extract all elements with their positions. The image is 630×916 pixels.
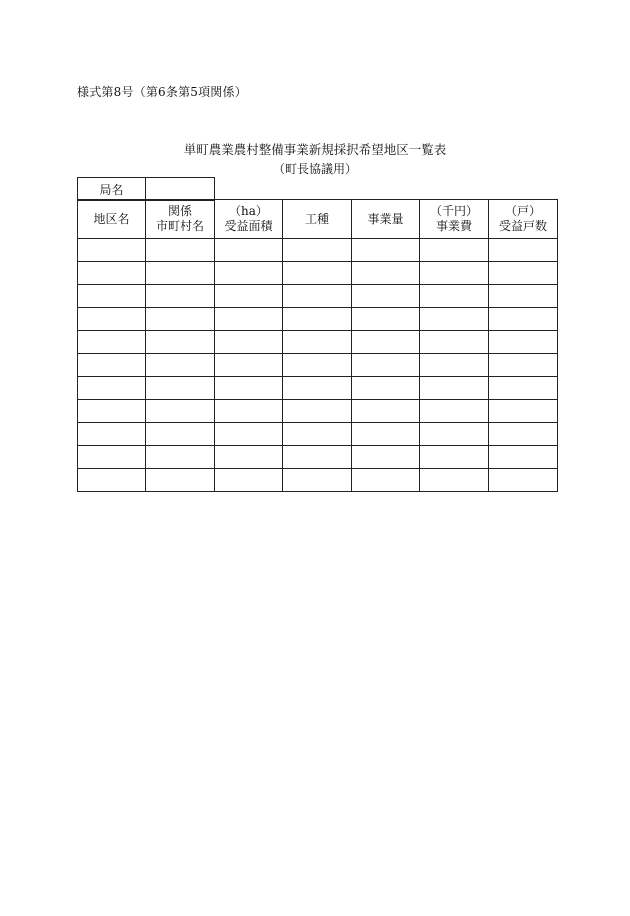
cell-district[interactable] <box>78 400 146 423</box>
cell-work-type[interactable] <box>283 285 352 308</box>
bureau-table <box>77 177 215 201</box>
cell-district[interactable] <box>78 308 146 331</box>
table-row <box>78 331 558 354</box>
cell-municipality[interactable] <box>146 446 215 469</box>
cell-quantity[interactable] <box>352 308 420 331</box>
cell-municipality[interactable] <box>146 423 215 446</box>
table-row <box>78 354 558 377</box>
cell-municipality[interactable] <box>146 354 215 377</box>
cell-municipality[interactable] <box>146 262 215 285</box>
cell-area[interactable] <box>215 423 283 446</box>
cell-district[interactable] <box>78 469 146 492</box>
cell-municipality[interactable] <box>146 377 215 400</box>
cell-area[interactable] <box>215 469 283 492</box>
cell-households[interactable] <box>489 469 558 492</box>
cell-area[interactable] <box>215 400 283 423</box>
cell-work-type[interactable] <box>283 308 352 331</box>
table-row <box>78 423 558 446</box>
column-header-households: （戸） 受益戸数 <box>489 200 558 239</box>
cell-district[interactable] <box>78 262 146 285</box>
cell-households[interactable] <box>489 262 558 285</box>
cell-work-type[interactable] <box>283 423 352 446</box>
cell-area[interactable] <box>215 262 283 285</box>
cell-cost[interactable] <box>420 400 489 423</box>
cell-quantity[interactable] <box>352 285 420 308</box>
column-header-quantity: 事業量 <box>352 200 420 239</box>
cell-work-type[interactable] <box>283 377 352 400</box>
column-header-area: （ha） 受益面積 <box>215 200 283 239</box>
cell-households[interactable] <box>489 285 558 308</box>
cell-households[interactable] <box>489 446 558 469</box>
cell-cost[interactable] <box>420 377 489 400</box>
cell-municipality[interactable] <box>146 400 215 423</box>
cell-work-type[interactable] <box>283 400 352 423</box>
bureau-value[interactable] <box>146 178 215 201</box>
cell-quantity[interactable] <box>352 469 420 492</box>
cell-work-type[interactable] <box>283 331 352 354</box>
page-subtitle: （町長協議用） <box>272 162 357 176</box>
cell-cost[interactable] <box>420 308 489 331</box>
cell-households[interactable] <box>489 308 558 331</box>
cell-area[interactable] <box>215 377 283 400</box>
cell-cost[interactable] <box>420 285 489 308</box>
cell-quantity[interactable] <box>352 377 420 400</box>
cell-district[interactable] <box>78 446 146 469</box>
cell-work-type[interactable] <box>283 262 352 285</box>
cell-work-type[interactable] <box>283 239 352 262</box>
table-row <box>78 308 558 331</box>
district-table <box>77 199 558 492</box>
table-row <box>78 285 558 308</box>
bureau-label: 局名 <box>78 178 146 201</box>
cell-cost[interactable] <box>420 423 489 446</box>
cell-district[interactable] <box>78 285 146 308</box>
table-row <box>78 377 558 400</box>
cell-district[interactable] <box>78 354 146 377</box>
column-header-cost: （千円） 事業費 <box>420 200 489 239</box>
cell-district[interactable] <box>78 423 146 446</box>
cell-work-type[interactable] <box>283 446 352 469</box>
cell-cost[interactable] <box>420 354 489 377</box>
column-header-municipality: 関係 市町村名 <box>146 200 215 239</box>
cell-households[interactable] <box>489 400 558 423</box>
cell-cost[interactable] <box>420 262 489 285</box>
page-title: 単町農業農村整備事業新規採択希望地区一覧表 <box>183 142 447 157</box>
column-header-work-type: 工種 <box>283 200 352 239</box>
table-row <box>78 446 558 469</box>
cell-cost[interactable] <box>420 239 489 262</box>
table-row <box>78 469 558 492</box>
form-number: 様式第8号（第6条第5項関係） <box>77 85 247 99</box>
cell-quantity[interactable] <box>352 446 420 469</box>
cell-cost[interactable] <box>420 331 489 354</box>
cell-quantity[interactable] <box>352 423 420 446</box>
cell-municipality[interactable] <box>146 469 215 492</box>
cell-households[interactable] <box>489 423 558 446</box>
table-row <box>78 239 558 262</box>
cell-area[interactable] <box>215 446 283 469</box>
table-header-row <box>78 200 558 239</box>
cell-households[interactable] <box>489 377 558 400</box>
cell-households[interactable] <box>489 239 558 262</box>
table-row <box>78 262 558 285</box>
cell-district[interactable] <box>78 377 146 400</box>
cell-district[interactable] <box>78 331 146 354</box>
cell-area[interactable] <box>215 239 283 262</box>
cell-cost[interactable] <box>420 446 489 469</box>
column-header-district: 地区名 <box>78 200 146 239</box>
cell-quantity[interactable] <box>352 262 420 285</box>
cell-work-type[interactable] <box>283 469 352 492</box>
cell-municipality[interactable] <box>146 239 215 262</box>
cell-quantity[interactable] <box>352 239 420 262</box>
cell-quantity[interactable] <box>352 331 420 354</box>
cell-area[interactable] <box>215 331 283 354</box>
cell-municipality[interactable] <box>146 331 215 354</box>
cell-area[interactable] <box>215 285 283 308</box>
cell-quantity[interactable] <box>352 400 420 423</box>
cell-municipality[interactable] <box>146 308 215 331</box>
cell-district[interactable] <box>78 239 146 262</box>
cell-municipality[interactable] <box>146 285 215 308</box>
cell-area[interactable] <box>215 308 283 331</box>
cell-households[interactable] <box>489 354 558 377</box>
cell-quantity[interactable] <box>352 354 420 377</box>
table-row <box>78 400 558 423</box>
cell-households[interactable] <box>489 331 558 354</box>
cell-cost[interactable] <box>420 469 489 492</box>
cell-area[interactable] <box>215 354 283 377</box>
cell-work-type[interactable] <box>283 354 352 377</box>
